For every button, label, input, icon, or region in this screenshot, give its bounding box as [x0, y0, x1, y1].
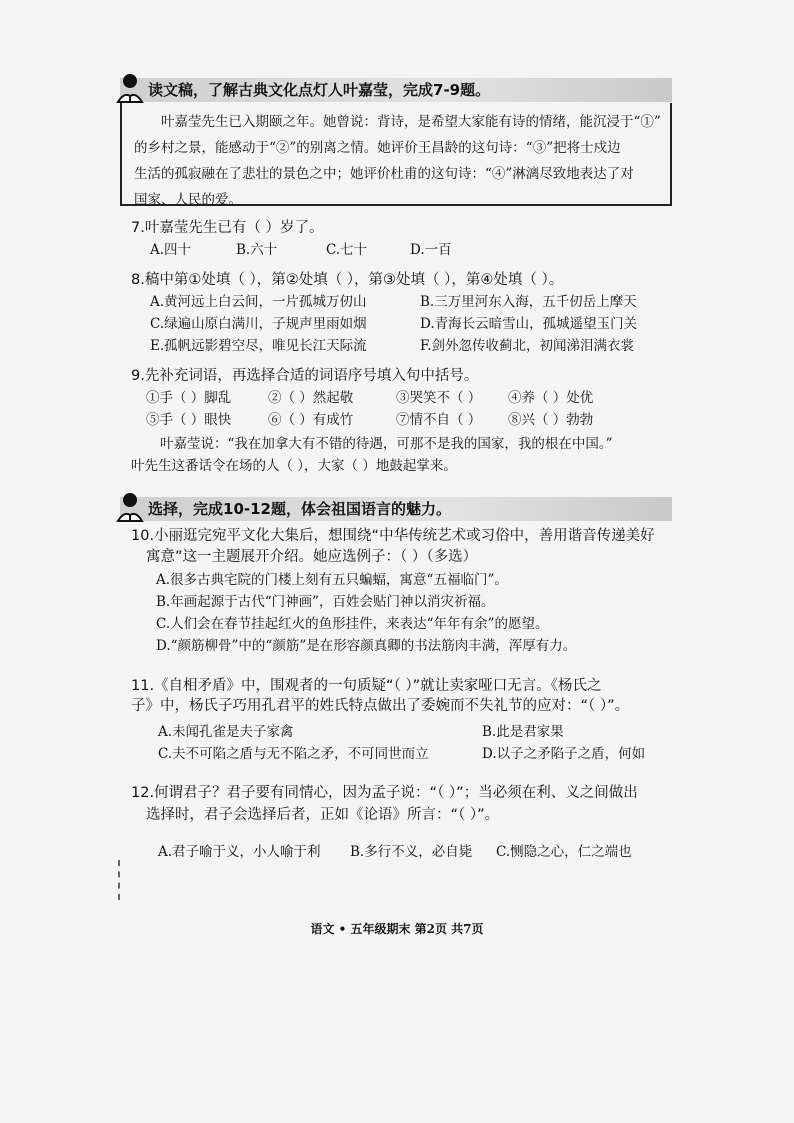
- q8-option-d: D.青海长云暗雪山，孤城遥望玉门关: [420, 316, 638, 332]
- q8-option-f: F.剑外忽传收蓟北，初闻涕泪满衣裳: [420, 338, 635, 354]
- q9-item-6: ⑥（ ）有成竹: [268, 412, 354, 428]
- q10-stem-2: 寓意”这一主题展开介绍。她应选例子：（ ）（多选）: [146, 549, 478, 565]
- q12-stem-1: 12.何谓君子？君子要有同情心，因为孟子说：“（ ）”；当必须在利、义之间做出: [131, 785, 638, 801]
- q12-option-a: A.君子喻于义，小人喻于利: [158, 844, 321, 860]
- q9-stem: 9.先补充词语，再选择合适的词语序号填入句中括号。: [131, 368, 479, 384]
- q11-option-d: D.以子之矛陷子之盾，何如: [482, 746, 646, 762]
- q8-option-c: C.绿遍山原白满川，子规声里雨如烟: [150, 316, 367, 332]
- q9-item-4: ④养（ ）处优: [508, 390, 594, 406]
- q7-stem: 7.叶嘉莹先生已有（ ）岁了。: [131, 220, 324, 236]
- passage-line-1: 叶嘉莹先生已入期颐之年。她曾说：背诗，是希望大家能有诗的情绪，能沉浸于“①”: [161, 114, 661, 130]
- passage-line-3: 生活的孤寂融在了悲壮的景色之中；她评价杜甫的这句诗：“④”淋漓尽致地表达了对: [134, 166, 634, 182]
- q11-option-a: A.未闻孔雀是夫子家禽: [158, 724, 294, 740]
- q11-option-b: B.此是君家果: [482, 724, 564, 740]
- q8-option-a: A.黄河远上白云间，一片孤城万仞山: [150, 294, 367, 310]
- section1-title: 读文稿，了解古典文化点灯人叶嘉莹，完成7-9题。: [148, 81, 491, 99]
- q9-item-1: ①手（ ）脚乱: [146, 390, 232, 406]
- q9-item-5: ⑤手（ ）眼快: [146, 412, 232, 428]
- q10-option-a: A.很多古典宅院的门楼上刻有五只蝙蝠，寓意“五福临门”。: [156, 572, 508, 588]
- q9-text-1: 叶嘉莹说：“我在加拿大有不错的待遇，可那不是我的国家，我的根在中国。”: [160, 436, 613, 452]
- passage-line-4: 国家、人民的爱。: [134, 192, 242, 208]
- q8-option-e: E.孤帆远影碧空尽，唯见长江天际流: [150, 338, 367, 354]
- passage-box: [120, 103, 672, 206]
- q9-item-2: ②（ ）然起敬: [268, 390, 354, 406]
- q11-option-c: C.夫不可陷之盾与无不陷之矛，不可同世而立: [158, 746, 429, 762]
- margin-dash-line: [118, 860, 120, 900]
- q10-stem-1: 10.小丽逛完宛平文化大集后，想围绕“中华传统艺术或习俗中，善用谐音传递美好: [131, 528, 655, 544]
- reader-icon: [116, 491, 144, 525]
- q9-text-2: 叶先生这番话令在场的人（ ），大家（ ）地鼓起掌来。: [131, 458, 457, 474]
- q8-option-b: B.三万里河东入海，五千仞岳上摩天: [420, 294, 637, 310]
- q9-item-3: ③哭笑不（ ）: [396, 390, 482, 406]
- q7-option-c: C.七十: [326, 242, 368, 258]
- q11-stem-2: 子》中，杨氏子巧用孔君平的姓氏特点做出了委婉而不失礼节的应对：“（ ）”。: [131, 698, 630, 714]
- q7-option-d: D.一百: [410, 242, 452, 258]
- q12-option-b: B.多行不义，必自毙: [350, 844, 473, 860]
- q9-item-7: ⑦情不自（ ）: [396, 412, 482, 428]
- section1-header: [120, 78, 672, 102]
- q7-option-b: B.六十: [236, 242, 278, 258]
- passage-line-2: 的乡村之景，能感动于“②”的别离之情。她评价王昌龄的这句诗：“③”把将士戍边: [134, 140, 621, 156]
- q10-option-b: B.年画起源于古代“门神画”，百姓会贴门神以消灾祈福。: [156, 594, 495, 610]
- reader-icon: [116, 72, 144, 106]
- q10-option-c: C.人们会在春节挂起红火的鱼形挂件，来表达“年年有余”的愿望。: [156, 616, 549, 632]
- q7-option-a: A.四十: [150, 242, 192, 258]
- q12-option-c: C.恻隐之心，仁之端也: [496, 844, 632, 860]
- section2-title: 选择，完成10-12题，体会祖国语言的魅力。: [148, 500, 451, 518]
- section2-header: [120, 497, 672, 521]
- q11-stem-1: 11.《自相矛盾》中，围观者的一句质疑“（ ）”就让卖家哑口无言。《杨氏之: [131, 678, 602, 694]
- q9-item-8: ⑧兴（ ）勃勃: [508, 412, 594, 428]
- q8-stem: 8.稿中第①处填（ ），第②处填（ ），第③处填（ ），第④处填（ ）。: [131, 272, 564, 288]
- q12-stem-2: 选择时，君子会选择后者，正如《论语》所言：“（ ）”。: [146, 807, 500, 823]
- q10-option-d: D.“颜筋柳骨”中的“颜筋”是在形容颜真卿的书法筋肉丰满，浑厚有力。: [156, 638, 577, 654]
- page-footer: 语文 • 五年级期末 第2页 共7页: [310, 922, 484, 936]
